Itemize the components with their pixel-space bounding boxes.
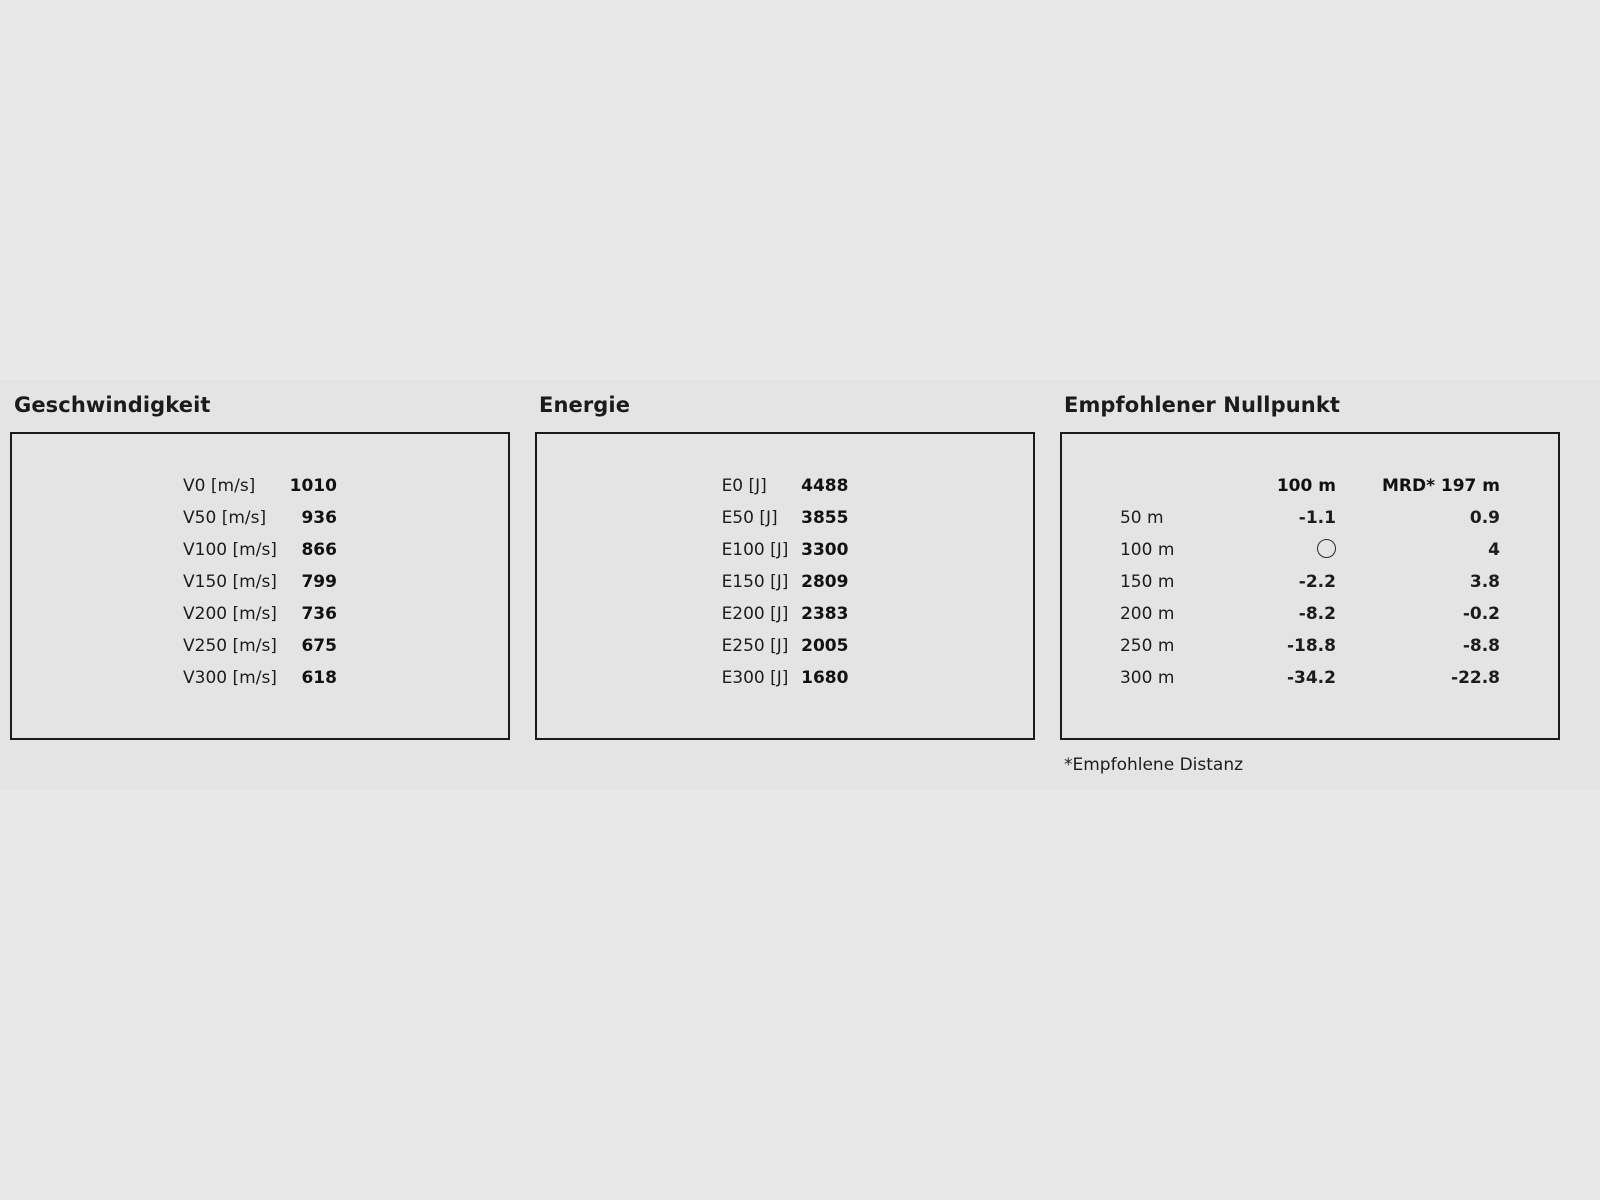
energy-label: E0 [J] [721, 476, 767, 496]
table-row [722, 566, 849, 598]
panels-row [0, 380, 1600, 776]
speed-label: V300 [m/s] [183, 668, 277, 688]
table-row [1120, 502, 1500, 534]
energy-label: E250 [J] [721, 636, 789, 656]
panel-box-nullpunkt [1060, 432, 1560, 740]
table-row [183, 502, 337, 534]
panel-box-energie [535, 432, 1035, 740]
panel-empfohlener-nullpunkt [1060, 380, 1560, 776]
zero-header-mrd: MRD* 197 m [1381, 476, 1501, 496]
panel-geschwindigkeit [10, 380, 510, 740]
speed-value: 736 [301, 604, 337, 624]
speed-label: V250 [m/s] [183, 636, 277, 656]
speed-value: 799 [301, 572, 337, 592]
zero-value-100m [1212, 534, 1336, 566]
zero-value-100m: -18.8 [1286, 636, 1336, 656]
table-row [183, 630, 337, 662]
speed-label: V0 [m/s] [183, 476, 256, 496]
table-row [1120, 534, 1500, 566]
energy-table [722, 470, 849, 694]
energy-value: 3300 [801, 540, 849, 560]
table-row [722, 630, 849, 662]
table-row [1120, 630, 1500, 662]
panel-title-geschwindigkeit: Geschwindigkeit [14, 393, 211, 417]
panel-box-geschwindigkeit [10, 432, 510, 740]
speed-label: V200 [m/s] [183, 604, 277, 624]
energy-value: 2383 [801, 604, 849, 624]
table-row [722, 598, 849, 630]
energy-value: 1680 [801, 668, 849, 688]
panel-title-nullpunkt: Empfohlener Nullpunkt [1064, 393, 1341, 417]
zero-distance: 300 m [1119, 668, 1175, 688]
table-header-row [1120, 470, 1500, 502]
speed-table [183, 470, 337, 694]
zero-distance: 250 m [1119, 636, 1175, 656]
speed-label: V150 [m/s] [183, 572, 277, 592]
zero-distance: 150 m [1119, 572, 1175, 592]
speed-value: 866 [301, 540, 337, 560]
table-row [722, 534, 849, 566]
speed-value: 936 [301, 508, 337, 528]
footnote-empfohlene-distanz: *Empfohlene Distanz [1064, 755, 1244, 775]
energy-label: E300 [J] [721, 668, 789, 688]
energy-value: 2809 [801, 572, 849, 592]
zero-point-table [1120, 470, 1500, 694]
zero-value-mrd: -0.2 [1462, 604, 1501, 624]
table-row [183, 566, 337, 598]
table-row [183, 598, 337, 630]
table-row [1120, 662, 1500, 694]
table-row [183, 662, 337, 694]
zero-header-distance [1120, 470, 1212, 502]
table-row [722, 470, 849, 502]
energy-label: E200 [J] [721, 604, 789, 624]
speed-value: 675 [301, 636, 337, 656]
table-row [183, 470, 337, 502]
speed-label: V50 [m/s] [183, 508, 267, 528]
panel-energie [535, 380, 1035, 740]
table-row [722, 662, 849, 694]
zero-header-100m: 100 m [1276, 476, 1336, 496]
zero-distance: 200 m [1119, 604, 1175, 624]
circle-zero-icon [1317, 539, 1336, 558]
energy-label: E100 [J] [721, 540, 789, 560]
table-row [183, 534, 337, 566]
zero-value-100m: -8.2 [1298, 604, 1336, 624]
speed-label: V100 [m/s] [183, 540, 277, 560]
table-row [1120, 598, 1500, 630]
energy-value: 3855 [801, 508, 849, 528]
zero-value-mrd: 3.8 [1469, 572, 1501, 592]
zero-distance: 50 m [1119, 508, 1164, 528]
zero-value-mrd: 0.9 [1469, 508, 1501, 528]
table-row [722, 502, 849, 534]
zero-value-mrd: -22.8 [1451, 668, 1501, 688]
panel-title-energie: Energie [539, 393, 631, 417]
table-row [1120, 566, 1500, 598]
zero-distance: 100 m [1119, 540, 1175, 560]
speed-value: 618 [301, 668, 337, 688]
zero-value-100m: -34.2 [1286, 668, 1336, 688]
energy-label: E50 [J] [721, 508, 778, 528]
energy-value: 2005 [801, 636, 849, 656]
energy-value: 4488 [801, 476, 849, 496]
zero-value-100m: -2.2 [1298, 572, 1336, 592]
zero-value-mrd: -8.8 [1462, 636, 1501, 656]
speed-value: 1010 [289, 476, 337, 496]
zero-value-100m: -1.1 [1298, 508, 1336, 528]
zero-value-mrd: 4 [1488, 540, 1501, 560]
energy-label: E150 [J] [721, 572, 789, 592]
